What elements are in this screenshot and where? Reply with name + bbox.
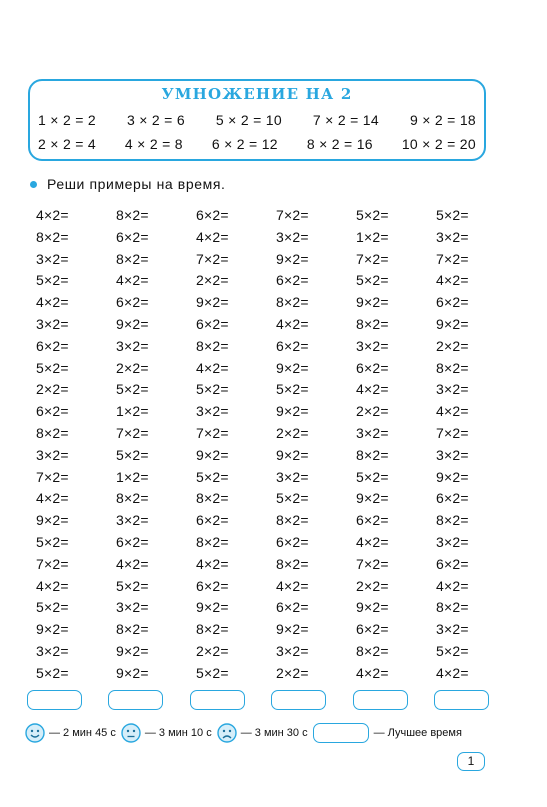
exercise-item: 5×2=: [116, 446, 149, 463]
exercise-item: 3×2=: [276, 228, 309, 245]
exercise-item: 4×2=: [276, 315, 309, 332]
exercise-item: 9×2=: [276, 250, 309, 267]
exercise-item: 7×2=: [436, 250, 469, 267]
exercise-item: 8×2=: [196, 621, 229, 638]
exercise-item: 3×2=: [36, 642, 69, 659]
exercise-item: 2×2=: [196, 272, 229, 289]
exercise-item: 3×2=: [196, 403, 229, 420]
reference-fact: 10 × 2 = 20: [401, 136, 476, 152]
exercise-item: 3×2=: [436, 381, 469, 398]
exercise-item: 3×2=: [36, 315, 69, 332]
exercise-item: 1×2=: [116, 403, 149, 420]
exercise-item: 7×2=: [196, 424, 229, 441]
exercise-item: 3×2=: [436, 533, 469, 550]
exercise-item: 7×2=: [276, 207, 309, 223]
exercise-item: 9×2=: [356, 490, 389, 507]
exercise-item: 5×2=: [356, 468, 389, 485]
exercise-item: 7×2=: [436, 424, 469, 441]
exercise-item: 9×2=: [276, 446, 309, 463]
exercise-item: 4×2=: [356, 664, 389, 681]
exercise-item: 4×2=: [436, 403, 469, 420]
reference-fact: 7 × 2 = 14: [312, 112, 379, 128]
exercise-item: 5×2=: [116, 577, 149, 594]
exercise-item: 6×2=: [356, 359, 389, 376]
exercise-item: 1×2=: [116, 468, 149, 485]
exercise-item: 7×2=: [116, 424, 149, 441]
reference-row-2: [38, 136, 476, 152]
exercise-item: 7×2=: [36, 555, 69, 572]
exercise-item: 5×2=: [436, 642, 469, 659]
exercise-item: 7×2=: [36, 468, 69, 485]
exercise-item: 8×2=: [356, 446, 389, 463]
exercise-item: 5×2=: [356, 272, 389, 289]
reference-fact: 2 × 2 = 4: [38, 136, 96, 152]
exercise-item: 9×2=: [436, 468, 469, 485]
exercise-item: 6×2=: [196, 577, 229, 594]
reference-fact: 1 × 2 = 2: [38, 112, 96, 128]
exercise-item: 4×2=: [116, 272, 149, 289]
exercise-item: 4×2=: [196, 359, 229, 376]
exercise-item: 6×2=: [36, 403, 69, 420]
exercise-item: 6×2=: [276, 599, 309, 616]
exercise-item: 2×2=: [436, 337, 469, 354]
exercise-item: 4×2=: [36, 207, 69, 223]
time-answer-box[interactable]: [353, 690, 408, 710]
sad-face-icon: [217, 723, 237, 743]
exercise-item: 1×2=: [356, 228, 389, 245]
exercise-item: 5×2=: [356, 207, 389, 223]
exercise-item: 3×2=: [436, 446, 469, 463]
exercise-item: 2×2=: [356, 577, 389, 594]
exercise-item: 7×2=: [356, 555, 389, 572]
exercise-item: 5×2=: [196, 381, 229, 398]
exercise-item: 5×2=: [36, 533, 69, 550]
exercise-item: 8×2=: [436, 599, 469, 616]
exercise-item: 2×2=: [116, 359, 149, 376]
exercise-item: 4×2=: [356, 533, 389, 550]
exercise-item: 2×2=: [356, 403, 389, 420]
happy-face-icon: [25, 723, 45, 743]
exercise-item: 7×2=: [356, 250, 389, 267]
exercise-item: 3×2=: [276, 468, 309, 485]
time-answer-box[interactable]: [27, 690, 82, 710]
exercise-item: 5×2=: [116, 381, 149, 398]
exercise-item: 9×2=: [36, 512, 69, 529]
reference-fact: 9 × 2 = 18: [409, 112, 476, 128]
exercise-item: 7×2=: [196, 250, 229, 267]
exercise-item: 9×2=: [196, 599, 229, 616]
exercise-item: 5×2=: [36, 272, 69, 289]
exercise-item: 8×2=: [116, 490, 149, 507]
exercise-item: 9×2=: [116, 642, 149, 659]
exercise-item: 6×2=: [196, 207, 229, 223]
exercise-item: 6×2=: [196, 315, 229, 332]
exercise-item: 6×2=: [436, 555, 469, 572]
exercise-item: 8×2=: [356, 642, 389, 659]
reference-row-1: [38, 112, 476, 128]
exercise-item: 5×2=: [196, 664, 229, 681]
exercise-item: 5×2=: [436, 207, 469, 223]
exercise-item: 8×2=: [276, 294, 309, 311]
exercise-item: 2×2=: [276, 424, 309, 441]
exercise-item: 4×2=: [36, 577, 69, 594]
exercise-item: 9×2=: [356, 599, 389, 616]
exercise-item: 6×2=: [116, 228, 149, 245]
exercise-item: 4×2=: [196, 555, 229, 572]
exercise-item: 8×2=: [36, 424, 69, 441]
exercise-item: 6×2=: [276, 272, 309, 289]
time-answer-box[interactable]: [271, 690, 326, 710]
exercise-item: 4×2=: [436, 664, 469, 681]
exercise-item: 4×2=: [356, 381, 389, 398]
instruction: [30, 176, 226, 192]
exercise-item: 4×2=: [196, 228, 229, 245]
exercise-item: 5×2=: [36, 599, 69, 616]
reference-fact: 5 × 2 = 10: [215, 112, 282, 128]
exercise-item: 6×2=: [116, 294, 149, 311]
exercise-item: 6×2=: [356, 621, 389, 638]
exercise-item: 6×2=: [196, 512, 229, 529]
exercise-item: 6×2=: [276, 533, 309, 550]
time-answer-box[interactable]: [190, 690, 245, 710]
exercise-item: 8×2=: [436, 359, 469, 376]
exercise-item: 2×2=: [276, 664, 309, 681]
exercise-item: 6×2=: [36, 337, 69, 354]
exercise-item: 3×2=: [436, 621, 469, 638]
exercise-item: 5×2=: [196, 468, 229, 485]
reference-fact: 6 × 2 = 12: [211, 136, 278, 152]
exercise-item: 3×2=: [436, 228, 469, 245]
reference-fact: 4 × 2 = 8: [124, 136, 183, 152]
exercise-item: 5×2=: [276, 490, 309, 507]
exercise-item: 6×2=: [436, 490, 469, 507]
exercise-item: 3×2=: [116, 337, 149, 354]
exercise-item: 9×2=: [36, 621, 69, 638]
page-number: 1: [457, 752, 485, 771]
exercise-item: 6×2=: [276, 337, 309, 354]
exercise-item: 3×2=: [356, 424, 389, 441]
reference-fact: 3 × 2 = 6: [126, 112, 185, 128]
exercise-item: 9×2=: [196, 294, 229, 311]
exercise-item: 3×2=: [116, 599, 149, 616]
exercise-grid: [36, 205, 496, 685]
exercise-item: 3×2=: [356, 337, 389, 354]
exercise-item: 9×2=: [276, 359, 309, 376]
exercise-item: 2×2=: [196, 642, 229, 659]
bullet-icon: [30, 181, 37, 188]
exercise-item: 8×2=: [36, 228, 69, 245]
time-answer-box[interactable]: [108, 690, 163, 710]
happy-time-label: — 2 мин 45 с: [49, 727, 116, 739]
exercise-item: 9×2=: [276, 403, 309, 420]
neutral-face-icon: [121, 723, 141, 743]
exercise-item: 8×2=: [196, 490, 229, 507]
exercise-item: 5×2=: [276, 381, 309, 398]
exercise-item: 3×2=: [116, 512, 149, 529]
reference-title: УМНОЖЕНИЕ НА 2: [161, 85, 353, 103]
best-time-label: — Лучшее время: [373, 727, 462, 739]
exercise-item: 3×2=: [36, 446, 69, 463]
exercise-item: 4×2=: [116, 555, 149, 572]
exercise-item: 4×2=: [436, 272, 469, 289]
exercise-item: 4×2=: [36, 490, 69, 507]
exercise-item: 9×2=: [196, 446, 229, 463]
exercise-item: 2×2=: [36, 381, 69, 398]
exercise-item: 8×2=: [196, 337, 229, 354]
exercise-item: 8×2=: [276, 555, 309, 572]
exercise-item: 5×2=: [36, 359, 69, 376]
instruction-text: Реши примеры на время.: [47, 176, 226, 192]
exercise-item: 8×2=: [436, 512, 469, 529]
exercise-item: 9×2=: [436, 315, 469, 332]
exercise-item: 4×2=: [36, 294, 69, 311]
exercise-item: 6×2=: [436, 294, 469, 311]
reference-fact: 8 × 2 = 16: [306, 136, 373, 152]
exercise-item: 8×2=: [116, 207, 149, 223]
reference-table: [28, 79, 486, 161]
exercise-item: 4×2=: [436, 577, 469, 594]
exercise-item: 8×2=: [196, 533, 229, 550]
sad-time-label: — 3 мин 30 с: [240, 727, 308, 739]
exercise-item: 8×2=: [116, 250, 149, 267]
exercise-item: 6×2=: [116, 533, 149, 550]
exercise-item: 9×2=: [356, 294, 389, 311]
exercise-item: 8×2=: [356, 315, 389, 332]
exercise-item: 8×2=: [276, 512, 309, 529]
exercise-item: 4×2=: [276, 577, 309, 594]
exercise-item: 8×2=: [116, 621, 149, 638]
time-answer-box[interactable]: [434, 690, 489, 710]
exercise-item: 9×2=: [276, 621, 309, 638]
exercise-item: 6×2=: [356, 512, 389, 529]
exercise-item: 3×2=: [36, 250, 69, 267]
time-legend: [25, 722, 467, 744]
neutral-time-label: — 3 мин 10 с: [144, 727, 212, 739]
exercise-item: 3×2=: [276, 642, 309, 659]
best-time-box[interactable]: [313, 723, 369, 743]
exercise-item: 9×2=: [116, 315, 149, 332]
answer-boxes: [27, 690, 489, 710]
exercise-item: 5×2=: [36, 664, 69, 681]
exercise-item: 9×2=: [116, 664, 149, 681]
